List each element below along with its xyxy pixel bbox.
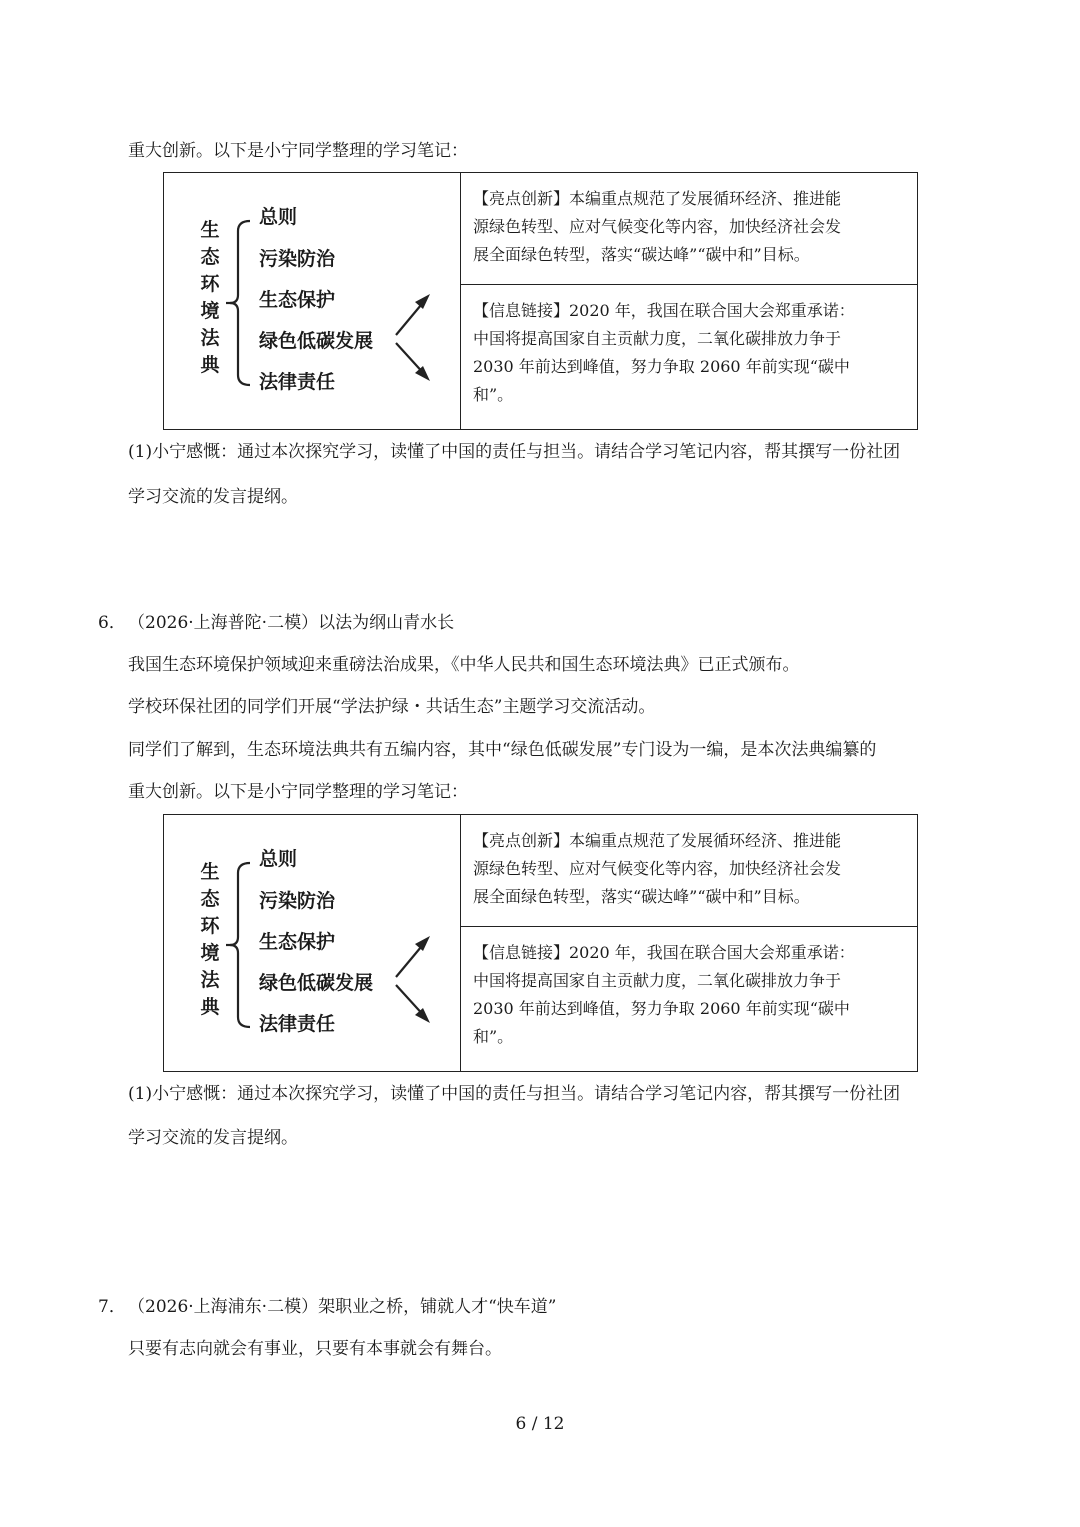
info-cell (461, 285, 917, 429)
highlight-cell (461, 815, 917, 927)
branch-liability: 法律责任 (259, 371, 336, 393)
continued-intro-tail: 重大创新。以下是小宁同学整理的学习笔记： (128, 141, 468, 161)
highlight-line: 【亮点创新】本编重点规范了发展循环经济、推进能 (473, 831, 842, 850)
info-line: 2030 年前达到峰值，努力争取 2060 年前实现“碳中 (473, 357, 850, 376)
highlight-line: 展全面绿色转型，落实“碳达峰”“碳中和”目标。 (473, 887, 810, 906)
q6-number: 6． (98, 613, 126, 633)
q6-para3: 同学们了解到，生态环境法典共有五编内容，其中“绿色低碳发展”专门设为一编，是本次法典编纂的 (128, 740, 877, 760)
branch-green-lowcarbon: 绿色低碳发展 (259, 330, 374, 352)
law-title-vertical (198, 217, 222, 379)
q6-para4: 重大创新。以下是小宁同学整理的学习笔记： (128, 782, 468, 802)
highlight-line: 源绿色转型、应对气候变化等内容，加快经济社会发 (473, 859, 842, 878)
title-char: 法 (200, 969, 220, 991)
title-char: 境 (200, 942, 220, 964)
continued-question-line1: (1)小宁感慨：通过本次探究学习，读懂了中国的责任与担当。请结合学习笔记内容，帮其撰写一份社团 (128, 442, 901, 462)
q6-para2: 学校环保社团的同学们开展“学法护绿・共话生态”主题学习交流活动。 (128, 697, 656, 717)
title-char: 典 (200, 996, 220, 1018)
info-cell (461, 927, 917, 1071)
title-char: 态 (200, 888, 220, 910)
info-line: 【信息链接】2020 年，我国在联合国大会郑重承诺： (473, 943, 855, 962)
branch-protection: 生态保护 (259, 931, 336, 953)
branch-pollution: 污染防治 (259, 248, 336, 270)
study-notes-table-2 (163, 814, 918, 1072)
law-structure-diagram (164, 815, 461, 1071)
page-number: 6 / 12 (515, 1414, 565, 1434)
q7-number: 7． (98, 1297, 126, 1317)
info-line: 【信息链接】2020 年，我国在联合国大会郑重承诺： (473, 301, 855, 320)
highlight-line: 展全面绿色转型，落实“碳达峰”“碳中和”目标。 (473, 245, 810, 264)
title-char: 环 (200, 915, 220, 937)
continued-question-line2: 学习交流的发言提纲。 (128, 487, 298, 507)
title-char: 生 (200, 861, 220, 883)
study-notes-table-1 (163, 172, 918, 430)
q6-title: （2026·上海普陀·二模）以法为纲山青水长 (128, 613, 455, 633)
branch-protection: 生态保护 (259, 289, 336, 311)
q7-para1: 只要有志向就会有事业，只要有本事就会有舞台。 (128, 1339, 502, 1359)
title-char: 法 (200, 327, 220, 349)
branch-green-lowcarbon: 绿色低碳发展 (259, 972, 374, 994)
q6-question-line1: (1)小宁感慨：通过本次探究学习，读懂了中国的责任与担当。请结合学习笔记内容，帮其撰写一份社团 (128, 1084, 901, 1104)
title-char: 境 (200, 300, 220, 322)
info-line: 中国将提高国家自主贡献力度，二氧化碳排放力争于 (473, 329, 842, 348)
title-char: 环 (200, 273, 220, 295)
highlight-cell (461, 173, 917, 285)
info-line: 2030 年前达到峰值，努力争取 2060 年前实现“碳中 (473, 999, 850, 1018)
info-line: 和”。 (473, 1027, 514, 1046)
branch-general: 总则 (259, 848, 298, 870)
law-title-vertical (198, 859, 222, 1021)
branch-liability: 法律责任 (259, 1013, 336, 1035)
branch-pollution: 污染防治 (259, 890, 336, 912)
q6-question-line2: 学习交流的发言提纲。 (128, 1128, 298, 1148)
title-char: 典 (200, 354, 220, 376)
highlight-line: 【亮点创新】本编重点规范了发展循环经济、推进能 (473, 189, 842, 208)
info-line: 中国将提高国家自主贡献力度，二氧化碳排放力争于 (473, 971, 842, 990)
info-line: 和”。 (473, 385, 514, 404)
q6-para1: 我国生态环境保护领域迎来重磅法治成果，《中华人民共和国生态环境法典》已正式颁布。 (128, 655, 800, 675)
highlight-line: 源绿色转型、应对气候变化等内容，加快经济社会发 (473, 217, 842, 236)
title-char: 生 (200, 219, 220, 241)
branch-general: 总则 (259, 206, 298, 228)
q7-title: （2026·上海浦东·二模）架职业之桥，铺就人才“快车道” (128, 1297, 557, 1317)
law-structure-diagram (164, 173, 461, 429)
title-char: 态 (200, 246, 220, 268)
